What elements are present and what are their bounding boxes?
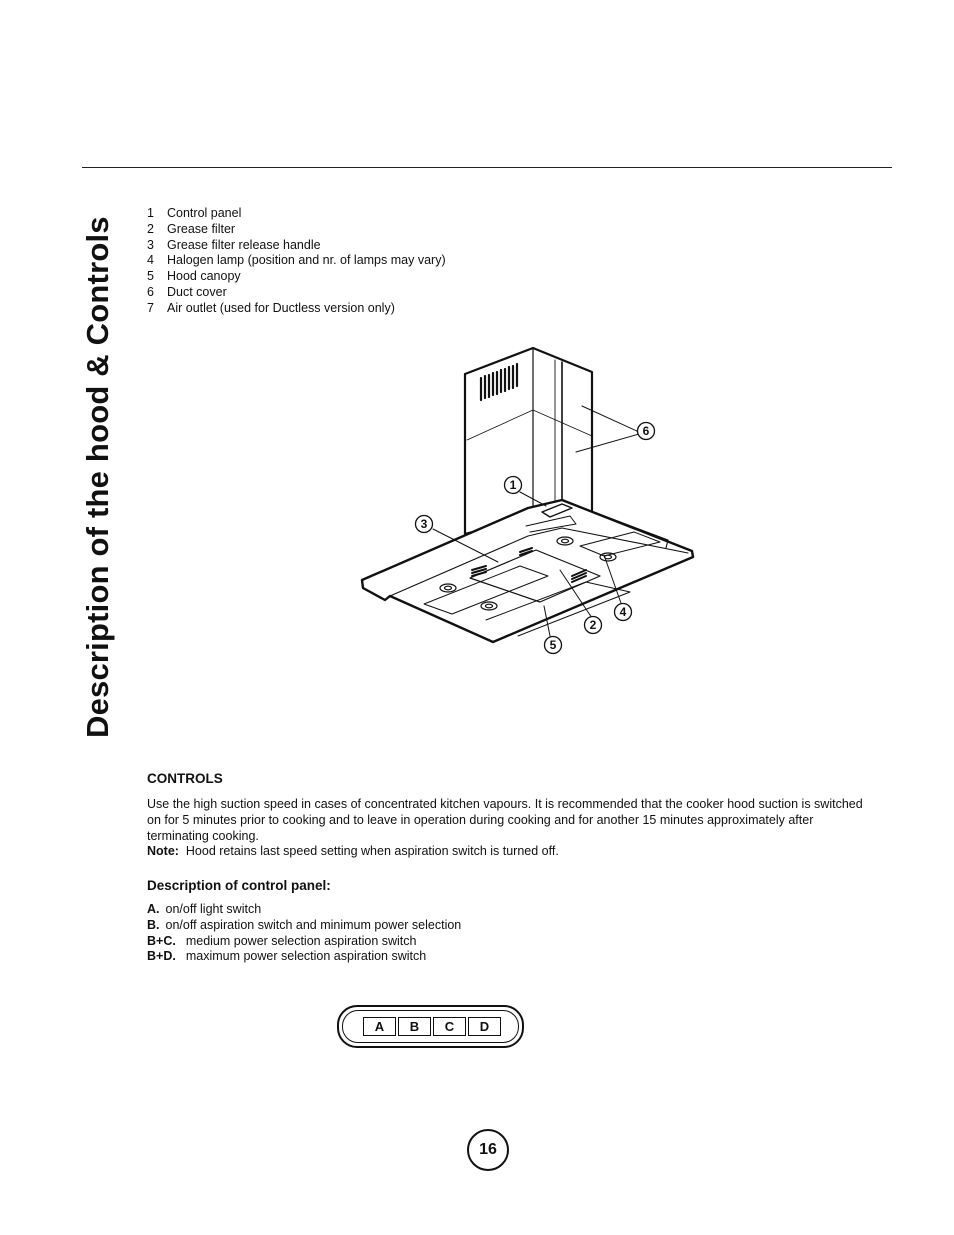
header-rule [82,167,892,168]
callout-label: 6 [642,424,650,438]
part-number: 1 [147,206,154,220]
key-b-button: B [398,1017,431,1036]
part-number: 7 [147,300,154,315]
callout-label: 3 [420,517,428,531]
control-panel-item [147,949,461,965]
control-description: medium power selection aspiration switch [185,933,417,948]
controls-heading: CONTROLS [147,771,223,786]
part-number: 2 [147,221,154,236]
parts-list-item [147,222,446,238]
control-panel-list [147,902,461,965]
part-number: 4 [147,253,154,268]
key-d-button: D [468,1017,501,1036]
control-panel-item [147,918,461,934]
control-panel-keys [363,1017,503,1036]
callout-label: 2 [589,618,597,632]
control-key: B. [147,917,160,932]
callout-label: 4 [619,605,627,619]
parts-list-item [147,253,446,269]
part-label: Air outlet (used for Ductless version only) [167,300,395,315]
note-label: Note: [147,844,179,859]
control-panel-illustration [337,1005,524,1048]
callout-label: 5 [549,638,557,652]
parts-list-item [147,301,446,317]
controls-note [147,844,877,860]
parts-list [147,206,446,317]
parts-list-item [147,285,446,301]
key-a-button: A [363,1017,396,1036]
part-label: Control panel [167,206,242,220]
controls-body [147,797,877,860]
parts-list-item [147,269,446,285]
control-panel-item [147,902,461,918]
control-key: A. [147,902,160,916]
callout-label: 1 [509,478,517,492]
control-description: on/off aspiration switch and minimum power selection [165,917,462,932]
part-number: 5 [147,269,154,284]
note-text: Hood retains last speed setting when aspiration switch is turned off. [185,844,559,859]
part-label: Hood canopy [167,269,241,284]
part-number: 3 [147,237,154,252]
control-description: on/off light switch [165,902,262,916]
part-label: Grease filter release handle [167,237,321,252]
control-panel-item [147,934,461,950]
part-label: Duct cover [167,284,227,299]
page-number: 16 [467,1129,509,1171]
parts-list-item [147,238,446,254]
side-title: Description of the hood & Controls [80,216,115,738]
control-key: B+D. [147,949,176,964]
canopy-outline [362,500,693,642]
control-description: maximum power selection aspiration switch [185,949,427,964]
control-panel-heading: Description of control panel: [147,878,331,893]
parts-list-item [147,206,446,222]
controls-paragraph: Use the high suction speed in cases of concentrated kitchen vapours. It is recommended that the cooker hood suction is switched on for 5 minutes prior to cooking and to leave in operation during cooking and for another 15 minutes approximately after terminating cooking. [147,797,863,843]
part-number: 6 [147,284,154,299]
hood-diagram [350,340,710,660]
part-label: Grease filter [167,221,236,236]
key-c-button: C [433,1017,466,1036]
part-label: Halogen lamp (position and nr. of lamps may vary) [167,253,446,268]
control-key: B+C. [147,933,176,948]
